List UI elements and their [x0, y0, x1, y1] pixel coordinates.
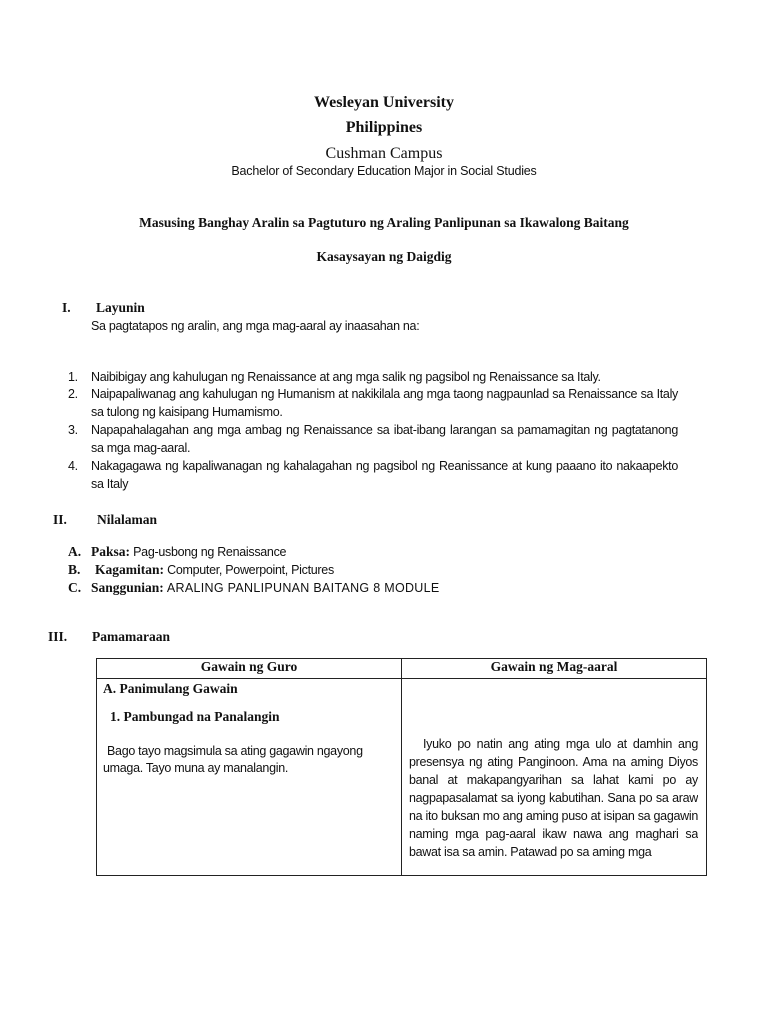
section-nilalaman-heading — [53, 512, 253, 530]
table-row — [97, 679, 707, 876]
item-letter: C. — [68, 580, 82, 595]
item-key: Sanggunian: — [91, 580, 164, 595]
teacher-text: Bago tayo magsimula sa ating gagawin ngayong umaga. Tayo muna ay manalangin. — [103, 744, 363, 775]
activity-part-title: A. Panimulang Gawain — [103, 681, 238, 696]
objective-text: Nakagagawa ng kapaliwanagan ng kahalagahan ng pagsibol ng Reanissance at kung paaano ito nakaapekto sa Italy — [91, 459, 678, 491]
objective-number: 3. — [68, 423, 78, 437]
objective-item — [68, 368, 678, 386]
column-header-teacher: Gawain ng Guro — [97, 659, 402, 679]
section-number: I. — [62, 300, 71, 315]
objective-item — [68, 421, 678, 457]
program-name: Bachelor of Secondary Education Major in Social Studies — [231, 164, 537, 178]
section-pamamaraan-heading — [48, 629, 298, 647]
objective-number: 1. — [68, 370, 78, 384]
item-value: Computer, Powerpoint, Pictures — [167, 563, 334, 577]
country-name: Philippines — [345, 119, 423, 136]
section-layunin-heading — [62, 300, 262, 318]
student-cell — [402, 679, 707, 876]
objective-text: Napapahalagahan ang mga ambag ng Renaissance sa ibat-ibang larangan sa pamamagitan ng pagtatanong sa mga mag-aaral. — [91, 423, 678, 455]
content-list — [68, 544, 668, 598]
item-letter: A. — [68, 544, 82, 559]
student-text: Iyuko po natin ang ating mga ulo at damhin ang presensya ng ating Panginoon. Ama na aming Diyos banal at makapangyarihan sa lahat kami po ay nagpapasalamat sa iyong kabutihan. Sana po sa araw na ito buksan mo ang aming puso at isipan sa gagawin naming mga pag-aaral ikaw nawa ang maghari sa bawat isa sa amin. Patawad po sa aming mga — [409, 737, 698, 859]
content-item-paksa — [68, 544, 668, 562]
activity-step-title: 1. Pambungad na Panalangin — [110, 709, 280, 724]
teacher-cell — [97, 679, 402, 876]
content-item-sanggunian — [68, 580, 668, 598]
content-item-kagamitan — [68, 562, 668, 580]
objective-number: 4. — [68, 459, 78, 473]
objective-text: Naipapaliwanag ang kahulugan ng Humanism at nakikilala ang mga taong nagpaunlad sa Renaissance sa Italy sa tulong ng kaisipang Humamismo. — [91, 387, 678, 419]
section-number: III. — [48, 629, 68, 644]
column-header-student: Gawain ng Mag-aaral — [402, 659, 707, 679]
objective-item — [68, 385, 678, 421]
section-label: Pamamaraan — [92, 629, 170, 644]
objective-number: 2. — [68, 387, 78, 401]
item-value: Pag-usbong ng Renaissance — [133, 545, 287, 559]
campus-name: Cushman Campus — [325, 145, 443, 162]
item-letter: B. — [68, 562, 81, 577]
section-label: Nilalaman — [97, 512, 158, 527]
section-label: Layunin — [96, 300, 145, 315]
section-number: II. — [53, 512, 67, 527]
item-key: Kagamitan: — [95, 562, 164, 577]
objectives-intro: Sa pagtatapos ng aralin, ang mga mag-aaral ay inaasahan na: — [91, 319, 420, 333]
objective-text: Naibibigay ang kahulugan ng Renaissance at ang mga salik ng pagsibol ng Renaissance sa Italy. — [91, 370, 601, 384]
document-subtitle: Kasaysayan ng Daigdig — [316, 249, 452, 264]
objective-item — [68, 457, 678, 493]
procedure-table — [96, 658, 707, 876]
item-key: Paksa: — [91, 544, 131, 559]
document-title: Masusing Banghay Aralin sa Pagtuturo ng Araling Panlipunan sa Ikawalong Baitang — [139, 215, 629, 230]
item-value: ARALING PANLIPUNAN BAITANG 8 MODULE — [166, 581, 440, 595]
university-name: Wesleyan University — [314, 94, 454, 111]
